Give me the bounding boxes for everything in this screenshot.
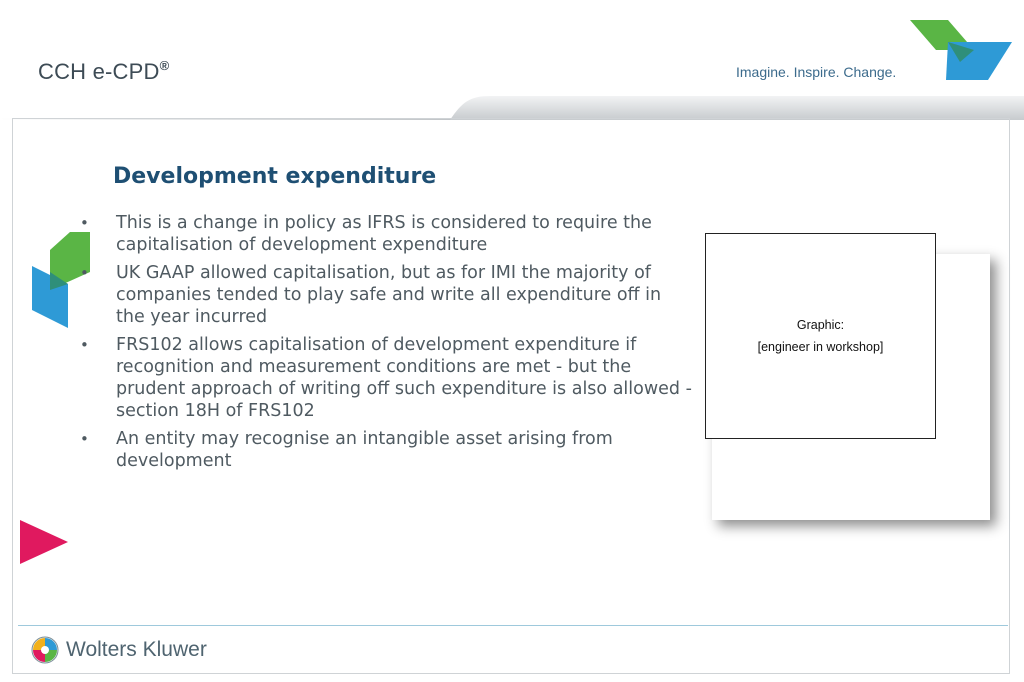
bullet-item <box>70 334 695 422</box>
slide-title: Development expenditure <box>113 164 437 189</box>
footer-company-name: Wolters Kluwer <box>66 638 207 661</box>
graphic-placeholder <box>705 233 936 439</box>
globe-icon <box>30 635 60 665</box>
bullet-list <box>70 212 695 478</box>
brand-title <box>38 58 169 85</box>
bullet-dot: • <box>80 430 89 448</box>
bullet-dot: • <box>80 336 89 354</box>
bullet-text: An entity may recognise an intangible asset arising from development <box>116 429 613 471</box>
chevron-logo-icon <box>900 20 1018 80</box>
bullet-item <box>70 262 695 328</box>
brand-text: CCH e-CPD <box>38 59 160 84</box>
footer-divider <box>18 625 1008 626</box>
bullet-text: UK GAAP allowed capitalisation, but as for IMI the majority of companies tended to play safe and write all expenditure off in the year incurred <box>116 263 662 327</box>
tagline: Imagine. Inspire. Change. <box>736 64 897 80</box>
bullet-dot: • <box>80 264 89 282</box>
graphic-description: [engineer in workshop] <box>757 340 884 354</box>
bullet-item <box>70 212 695 256</box>
graphic-label: Graphic: <box>796 318 845 332</box>
bullet-text: FRS102 allows capitalisation of development expenditure if recognition and measurement conditions are met - but the prudent approach of writing off such expenditure is also allowed - section 18H of FRS102 <box>116 335 692 421</box>
brand-registered-mark: ® <box>159 58 170 73</box>
play-arrow-icon <box>20 520 70 564</box>
bullet-text: This is a change in policy as IFRS is considered to require the capitalisation of development expenditure <box>116 213 652 255</box>
bullet-dot: • <box>80 214 89 232</box>
bullet-item <box>70 428 695 472</box>
